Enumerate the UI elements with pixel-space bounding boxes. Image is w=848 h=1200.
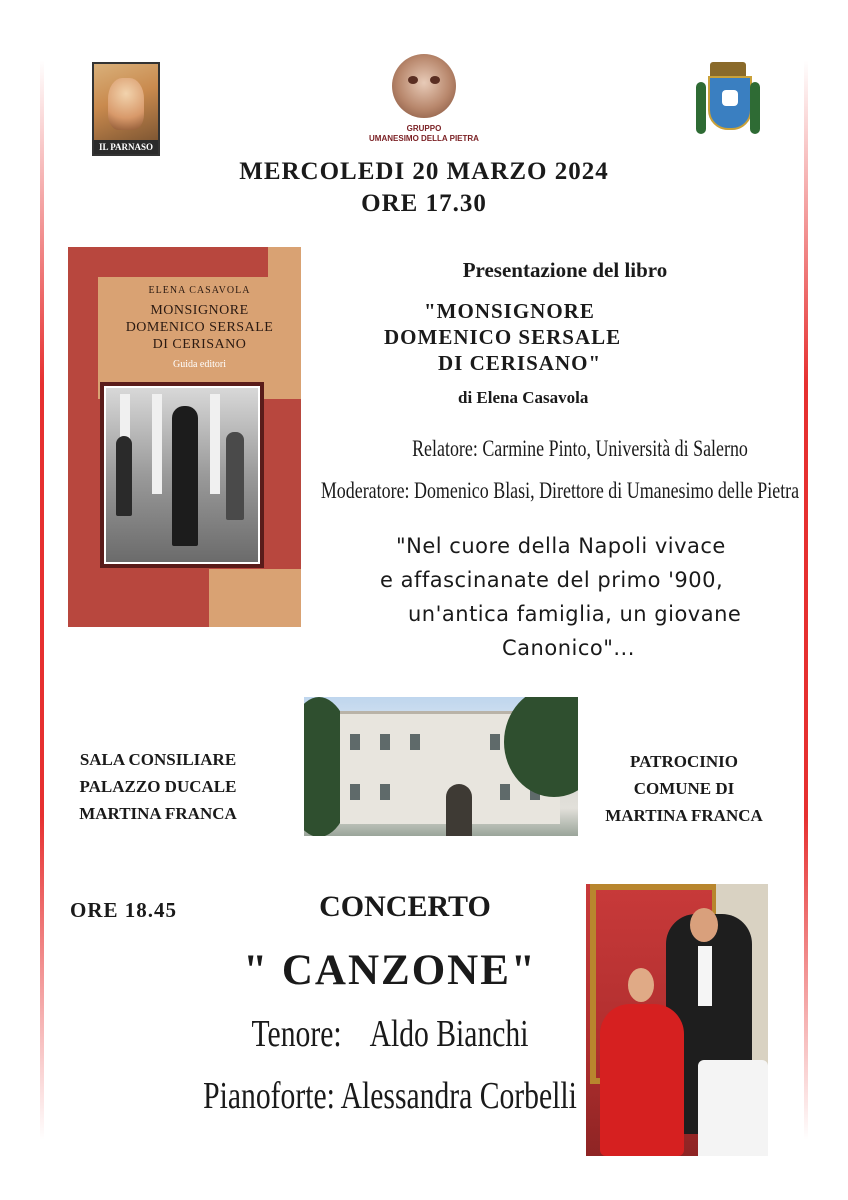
cover-title-line3: DI CERISANO (152, 337, 247, 352)
comune-coat-of-arms (696, 62, 760, 144)
quote-line3: un'antica famiglia, un giovane (408, 602, 742, 626)
cover-photo (104, 386, 260, 564)
event-time: ORE 17.30 (361, 190, 487, 217)
wreath-right-icon (750, 82, 760, 134)
venue-line3: MARTINA FRANCA (79, 804, 237, 823)
palace-door (446, 784, 472, 836)
palazzo-ducale-photo (304, 697, 578, 836)
tenore-line (170, 1012, 610, 1056)
relatore-line (280, 436, 848, 462)
stone-mask-icon (392, 54, 456, 118)
concert-title: CONCERTO (319, 890, 491, 923)
parnaso-label: IL PARNASO (94, 140, 158, 154)
moderatore-line (240, 478, 848, 504)
relatore-text: Relatore: Carmine Pinto, Università di Salerno (412, 436, 748, 461)
concert-name: " CANZONE" (243, 947, 537, 994)
moderatore-text: Moderatore: Domenico Blasi, Direttore di Umanesimo delle Pietra (320, 478, 800, 503)
patronage-line2: COMUNE DI (633, 779, 735, 798)
book-title-line3: DI CERISANO" (438, 351, 602, 375)
book-title-line2: DOMENICO SERSALE (384, 325, 622, 349)
book-title-line1: "MONSIGNORE (424, 299, 595, 323)
parnaso-logo (92, 62, 160, 156)
cover-tile-top-right (268, 247, 301, 277)
priest-figure (172, 406, 198, 546)
performers-photo (586, 884, 768, 1156)
cover-title-line2: DOMENICO SERSALE (125, 320, 274, 335)
shield-icon (708, 76, 752, 130)
cover-publisher: Guida editori (172, 359, 227, 370)
quote-line1: "Nel cuore della Napoli vivace (396, 534, 726, 558)
presentation-label: Presentazione del libro (462, 258, 668, 282)
quote-line2: e affascinanate del primo '900, (380, 568, 724, 592)
event-date: MERCOLEDI 20 MARZO 2024 (239, 158, 609, 185)
gruppo-label-line2: UMANESIMO DELLA PIETRA (369, 134, 479, 143)
patronage-line1: PATROCINIO (630, 752, 738, 771)
venue-line1: SALA CONSILIARE (79, 750, 237, 769)
pianist-figure (600, 1004, 684, 1156)
cover-photo-frame (100, 382, 264, 568)
cover-title-line1: MONSIGNORE (150, 303, 249, 318)
concert-time: ORE 18.45 (70, 898, 178, 922)
pianoforte-line (150, 1074, 630, 1118)
cover-tile-bottom-right (209, 569, 301, 627)
book-cover-image (68, 247, 301, 627)
venue-line2: PALAZZO DUCALE (79, 777, 237, 796)
patronage-line3: MARTINA FRANCA (605, 806, 763, 825)
cover-author: ELENA CASAVOLA (148, 285, 251, 296)
gruppo-label-line1: GRUPPO (406, 124, 442, 133)
white-table (698, 1060, 768, 1156)
book-author: di Elena Casavola (458, 388, 589, 407)
left-red-rule (40, 60, 44, 1140)
painting-figure-icon (108, 78, 144, 130)
pianoforte-text: Pianoforte: Alessandra Corbelli (203, 1075, 577, 1117)
gruppo-logo (360, 54, 488, 146)
wreath-left-icon (696, 82, 706, 134)
horse-icon (722, 90, 738, 106)
tenore-text: Tenore: Aldo Bianchi (251, 1013, 529, 1055)
quote-line4: Canonico"... (502, 636, 635, 660)
crown-icon (710, 62, 746, 76)
right-red-rule (804, 60, 808, 1140)
